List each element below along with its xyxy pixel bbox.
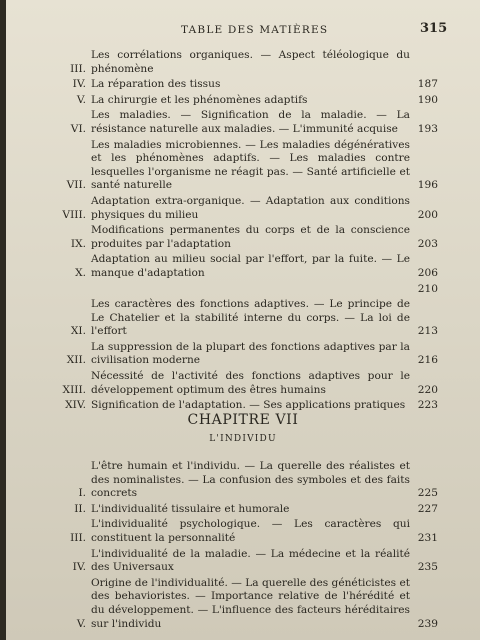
running-title: TABLE DES MATIÈRES xyxy=(181,24,329,36)
toc-entry-number: XIV. xyxy=(65,399,86,412)
toc-entry-title: La suppression de la plupart des fonctions adaptives par la civilisation moderne xyxy=(91,340,410,367)
toc-entry xyxy=(38,577,438,631)
toc-entry-title: Adaptation extra-organique. — Adaptation aux conditions physiques du milieu xyxy=(91,194,410,221)
toc-entry-number: XIII. xyxy=(62,383,86,396)
toc-entry-title: La réparation des tissus xyxy=(91,78,221,91)
toc-entry-page: 227 xyxy=(417,502,438,515)
toc-entry-page: 223 xyxy=(417,399,438,412)
toc-section-chapter-vii xyxy=(38,460,438,633)
toc-entry xyxy=(38,518,438,545)
toc-entry-number: IV. xyxy=(72,78,86,91)
toc-entry-page: 203 xyxy=(417,237,438,250)
toc-entry xyxy=(38,503,438,517)
toc-entry-page: 225 xyxy=(417,487,438,500)
toc-entry-page: 200 xyxy=(417,208,438,221)
toc-entry-title: La chirurgie et les phénomènes adaptifs xyxy=(91,93,308,106)
toc-entry-page: 187 xyxy=(417,78,438,91)
toc-entry-number: III. xyxy=(70,531,86,544)
toc-entry-title: Les corrélations organiques. — Aspect téléologique du phénomène xyxy=(91,49,410,75)
toc-entry-title: Les caractères des fonctions adaptives. — Le principe de Le Chatelier et la stabilité interne du corps. — La loi de l'effort xyxy=(91,298,410,338)
toc-entry-page: 220 xyxy=(417,383,438,396)
toc-entry-number: XII. xyxy=(66,354,86,367)
toc-entry-title: L'être humain et l'individu. — La querelle des réalistes et des nominalistes. — La confusion des symboles et des faits concrets xyxy=(91,460,410,500)
toc-entry-page: 193 xyxy=(417,122,438,135)
toc-entry-number: V. xyxy=(76,93,86,106)
toc-entry-title: Les maladies. — Signification de la maladie. — La résistance naturelle aux maladies. — L'immunité acquise xyxy=(91,109,410,135)
toc-entry-page: 210 xyxy=(417,282,438,295)
toc-entry xyxy=(38,341,438,368)
toc-entry xyxy=(38,548,438,575)
toc-entry-page: 235 xyxy=(417,561,438,574)
toc-entry xyxy=(38,94,438,108)
toc-entry-number: II. xyxy=(74,502,86,515)
toc-entry-page: 190 xyxy=(417,93,438,106)
toc-entry-number: IX. xyxy=(70,237,86,250)
toc-entry-number: IV. xyxy=(72,561,86,574)
toc-entry-page: 196 xyxy=(417,179,438,192)
toc-section-chapter-vi xyxy=(38,49,438,415)
toc-entry-number: I. xyxy=(78,487,86,500)
book-page xyxy=(6,0,480,640)
toc-entry-page: 206 xyxy=(417,266,438,279)
toc-entry-page: 213 xyxy=(417,325,438,338)
toc-entry xyxy=(38,399,438,413)
toc-entry xyxy=(38,195,438,222)
toc-entry-title: Nécessité de l'activité des fonctions adaptives pour le développement optimum des êtres humains xyxy=(91,370,410,396)
toc-entry-title: L'individualité de la maladie. — La médecine et la réalité des Universaux xyxy=(91,547,410,574)
chapter-subtitle: L'INDIVIDU xyxy=(209,434,277,444)
toc-entry-page: 216 xyxy=(417,354,438,367)
toc-entry-title: Adaptation au milieu social par l'effort, par la fuite. — Le manque d'adaptation xyxy=(91,253,410,279)
page-number: 315 xyxy=(420,21,448,36)
toc-entry xyxy=(38,78,438,92)
toc-entry xyxy=(38,49,438,76)
toc-entry-number: III. xyxy=(70,62,86,75)
toc-entry xyxy=(38,109,438,136)
toc-entry xyxy=(38,283,438,297)
toc-entry xyxy=(38,139,438,193)
toc-entry-title: L'individualité tissulaire et humorale xyxy=(91,502,290,515)
toc-entry-number: VII. xyxy=(66,179,86,192)
toc-entry-number: VI. xyxy=(70,122,86,135)
toc-entry-page: 239 xyxy=(417,617,438,630)
toc-entry-title: Origine de l'individualité. — La querelle des généticistes et des behavioristes. — Importance relative de l'hérédité et du développement. — L'influence des facteurs héréditaires sur l'individu xyxy=(91,576,410,630)
toc-entry-number: XI. xyxy=(70,325,86,338)
toc-entry-title: L'individualité psychologique. — Les caractères qui constituent la personnalité xyxy=(91,518,410,544)
toc-entry-number: VIII. xyxy=(62,208,86,221)
toc-entry-number: V. xyxy=(76,617,86,630)
toc-entry xyxy=(38,460,438,501)
toc-entry-title: Modifications permanentes du corps et de la conscience produites par l'adaptation xyxy=(91,224,410,250)
toc-entry-title: Les maladies microbiennes. — Les maladies dégénératives et les phénomènes adaptifs. — Les maladies contre lesquelles l'organisme ne réagit pas. — Santé artificielle et santé naturelle xyxy=(91,138,410,192)
toc-entry xyxy=(38,298,438,339)
toc-entry-title: Signification de l'adaptation. — Ses applications pratiques xyxy=(91,399,406,412)
toc-entry xyxy=(38,253,438,280)
toc-entry xyxy=(38,370,438,397)
toc-entry-page: 231 xyxy=(417,531,438,544)
toc-entry-number: X. xyxy=(75,266,86,279)
toc-entry xyxy=(38,224,438,251)
chapter-title: CHAPITRE VII xyxy=(187,412,299,428)
